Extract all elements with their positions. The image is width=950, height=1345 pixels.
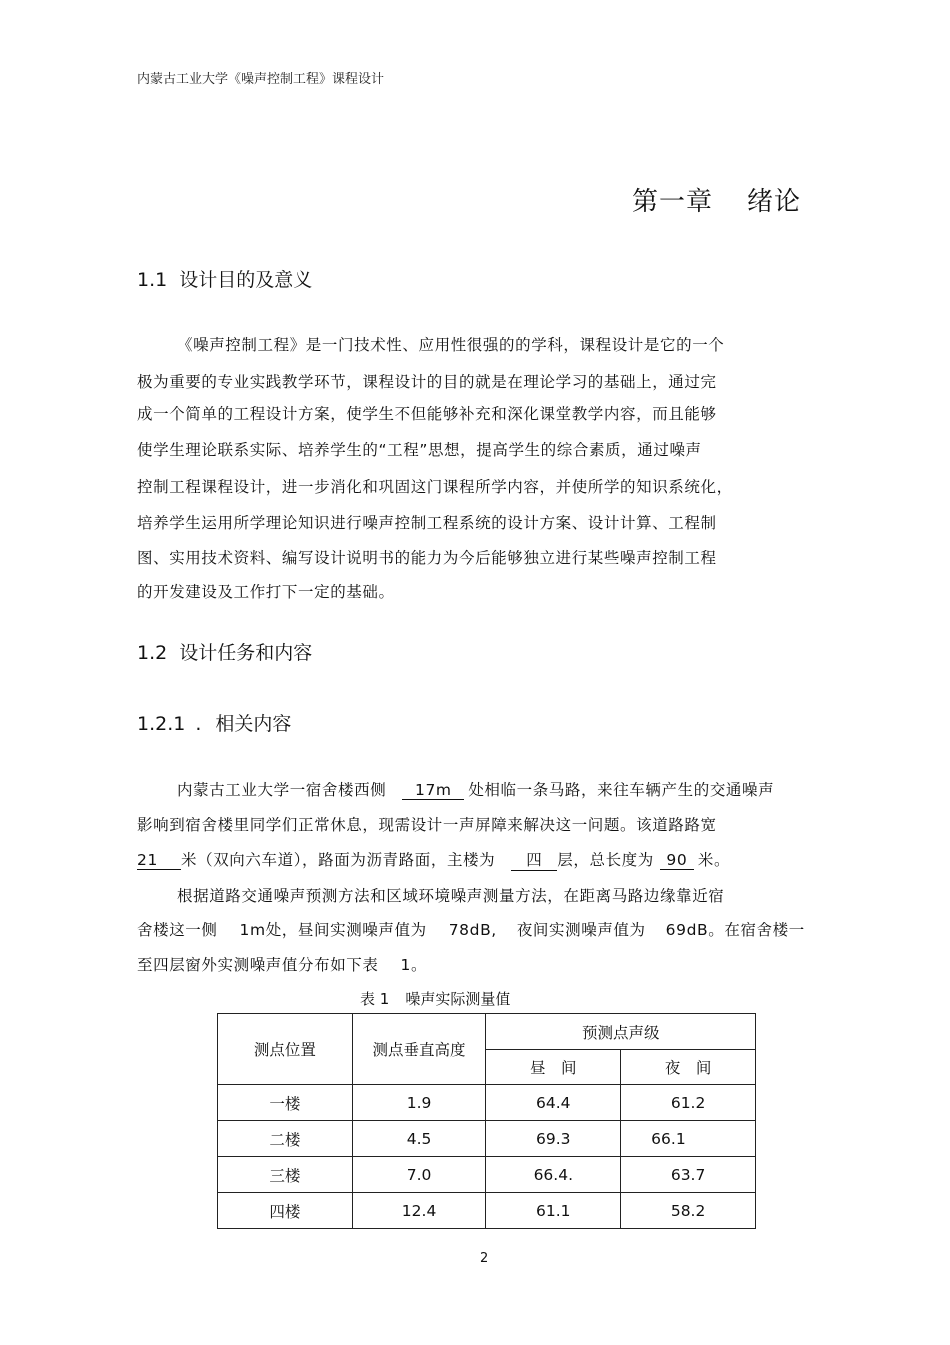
length-value: 90 — [660, 851, 694, 870]
para1-line-2: 影响到宿舍楼里同学们正常休息，现需设计一声屏障来解决这一问题。该道路路宽 — [137, 816, 717, 834]
table-label: 表 1 — [360, 990, 390, 1008]
intro-line-5: 控制工程课程设计，进一步消化和巩固这门课程所学内容，并使所学的知识系统化， — [137, 478, 733, 496]
cell-day: 69.3 — [486, 1121, 621, 1157]
para1-line-3 — [137, 848, 730, 871]
cell-height: 1.9 — [352, 1085, 486, 1121]
table-caption — [360, 988, 510, 1009]
text: 米。 — [697, 851, 731, 869]
night-noise-value: 69dB。 — [665, 921, 725, 939]
para1-line-1 — [177, 778, 774, 800]
cell-height: 7.0 — [352, 1157, 486, 1193]
noise-measurement-table — [217, 1013, 756, 1229]
section-dot: . — [195, 713, 202, 735]
cell-position: 四楼 — [218, 1193, 353, 1229]
page-header: 内蒙古工业大学《噪声控制工程》课程设计 — [137, 72, 385, 87]
text: 米（双向六车道），路面为沥青路面，主楼为 — [181, 851, 496, 869]
cell-night: 63.7 — [621, 1157, 756, 1193]
table-row — [218, 1193, 756, 1229]
chapter-number: 第一章 — [632, 187, 714, 217]
text: 处相临一条马路，来往车辆产生的交通噪声 — [468, 781, 775, 799]
dist-value: 1m — [239, 921, 266, 939]
section-number: 1.1 — [137, 269, 168, 291]
intro-line-2: 极为重要的专业实践教学环节，课程设计的目的就是在理论学习的基础上，通过完 — [137, 373, 717, 391]
cell-night: 61.2 — [621, 1085, 756, 1121]
cell-position: 一楼 — [218, 1085, 353, 1121]
cell-position: 三楼 — [218, 1157, 353, 1193]
para2-line-3 — [137, 953, 427, 975]
cell-height: 4.5 — [352, 1121, 486, 1157]
section-number: 1.2.1 — [137, 713, 186, 735]
page-number: 2 — [480, 1251, 489, 1266]
floors-value: 四 — [511, 848, 557, 871]
text: 层，总长度为 — [557, 851, 654, 869]
section-title: 设计任务和内容 — [179, 642, 313, 664]
chapter-name: 绪论 — [747, 187, 802, 217]
section-title: 设计目的及意义 — [179, 269, 313, 291]
text: 舍楼这一侧 — [137, 921, 218, 939]
table-row — [218, 1085, 756, 1121]
header-height: 测点垂直高度 — [352, 1014, 486, 1085]
text: 处，昼间实测噪声值为 — [265, 921, 427, 939]
cell-position: 二楼 — [218, 1121, 353, 1157]
intro-line-3: 成一个简单的工程设计方案，使学生不但能够补充和深化课堂教学内容，而且能够 — [137, 405, 717, 423]
cell-height: 12.4 — [352, 1193, 486, 1229]
intro-line-8: 的开发建设及工作打下一定的基础。 — [137, 583, 395, 601]
distance-value: 17m — [402, 781, 464, 800]
header-level: 预测点声级 — [486, 1014, 756, 1050]
text: 内蒙古工业大学一宿舍楼西侧 — [177, 781, 387, 799]
para2-line-1: 根据道路交通噪声预测方法和区域环境噪声测量方法，在距离马路边缘靠近宿 — [177, 887, 725, 905]
header-position: 测点位置 — [218, 1014, 353, 1085]
text: 夜间实测噪声值为 — [516, 921, 646, 939]
table-row — [218, 1121, 756, 1157]
section-number: 1.2 — [137, 642, 168, 664]
road-width-value: 21 — [137, 851, 181, 870]
table-row — [218, 1157, 756, 1193]
text: 在宿舍楼一 — [724, 921, 805, 939]
intro-line-4: 使学生理论联系实际、培养学生的“工程”思想，提高学生的综合素质，通过噪声 — [137, 441, 702, 459]
para2-line-2 — [137, 918, 805, 940]
intro-line-1: 《噪声控制工程》是一门技术性、应用性很强的的学科，课程设计是它的一个 — [177, 336, 725, 354]
cell-day: 64.4 — [486, 1085, 621, 1121]
section-heading-1-1 — [137, 265, 312, 292]
table-title: 噪声实际测量值 — [405, 990, 511, 1008]
chapter-title — [632, 181, 801, 218]
table-ref: 1。 — [400, 956, 428, 974]
cell-day: 66.4. — [486, 1157, 621, 1193]
header-day: 昼 间 — [486, 1050, 621, 1085]
cell-night: 58.2 — [621, 1193, 756, 1229]
text: 至四层窗外实测噪声值分布如下表 — [137, 956, 379, 974]
section-heading-1-2-1 — [137, 709, 291, 736]
section-title: 相关内容 — [215, 713, 292, 735]
intro-line-7: 图、实用技术资料、编写设计说明书的能力为今后能够独立进行某些噪声控制工程 — [137, 549, 717, 567]
cell-night: 66.1 — [621, 1121, 756, 1157]
section-heading-1-2 — [137, 638, 312, 665]
day-noise-value: 78dB, — [448, 921, 497, 939]
cell-day: 61.1 — [486, 1193, 621, 1229]
header-night: 夜 间 — [621, 1050, 756, 1085]
intro-line-6: 培养学生运用所学理论知识进行噪声控制工程系统的设计方案、设计计算、工程制 — [137, 514, 717, 532]
